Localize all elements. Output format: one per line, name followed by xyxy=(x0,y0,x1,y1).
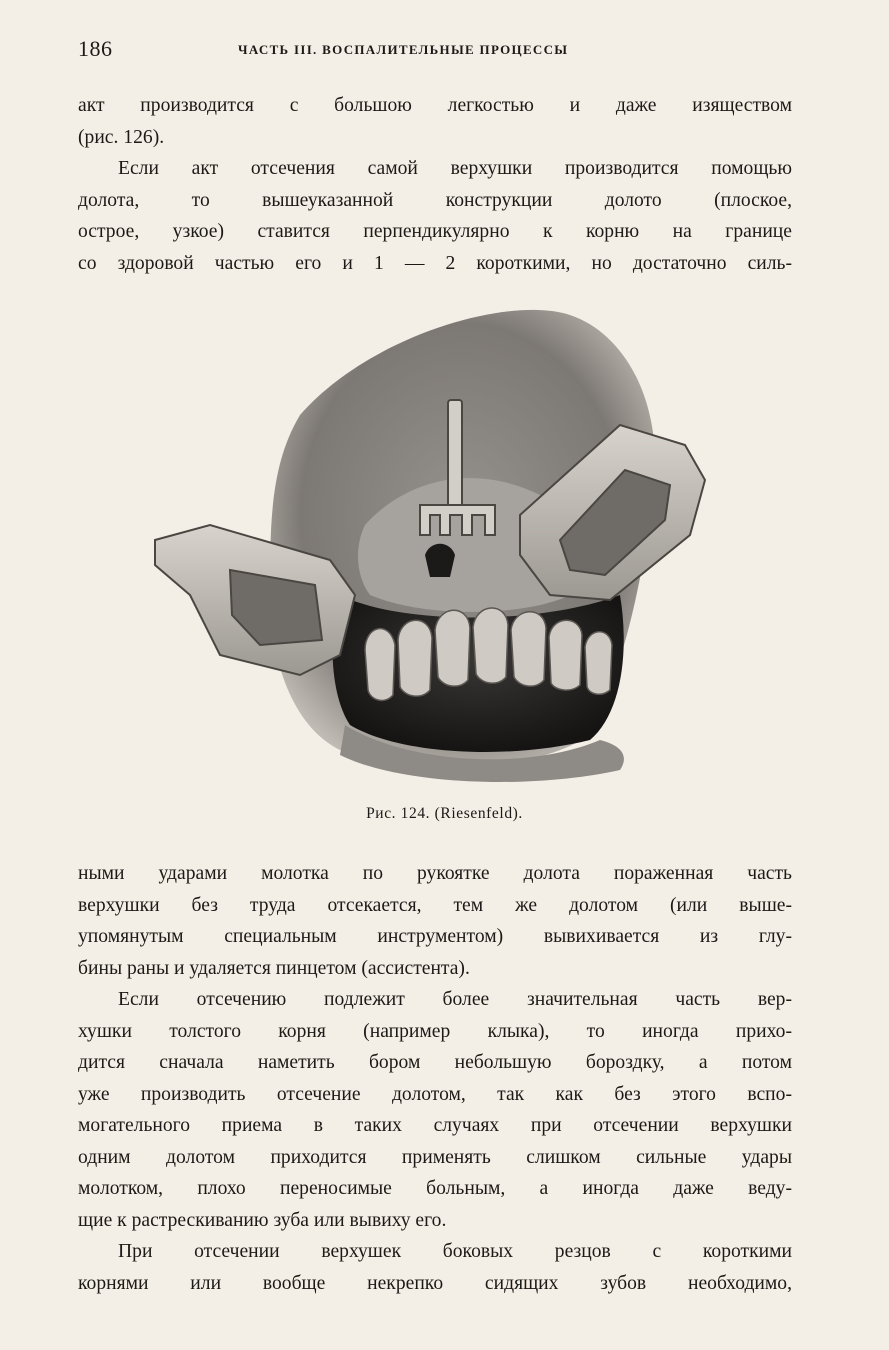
mouth-retractor-illustration xyxy=(150,295,720,785)
text-line: корнями или вообще некрепко сидящих зубов необходимо, xyxy=(78,1272,792,1294)
text-line: уже производить отсечение долотом, так как без этого вспо- xyxy=(78,1083,792,1105)
figure-dental-illustration xyxy=(150,295,720,785)
text-line: долота, то вышеуказанной конструкции долото (плоское, xyxy=(78,189,792,211)
page-header xyxy=(78,36,798,64)
running-head: ЧАСТЬ III. ВОСПАЛИТЕЛЬНЫЕ ПРОЦЕССЫ xyxy=(238,42,569,57)
text-line: со здоровой частью его и 1 — 2 короткими, но достаточно силь- xyxy=(78,252,792,274)
text-line: Если акт отсечения самой верхушки производится помощью xyxy=(118,158,792,179)
text-line: ными ударами молотка по рукоятке долота пораженная часть xyxy=(78,863,792,884)
text-line: верхушки без труда отсекается, тем же долотом (или выше- xyxy=(78,894,792,916)
text-line: щие к растрескиванию зуба или вывиху его. xyxy=(78,1209,447,1231)
text-line: акт производится с большою легкостью и даже изяществом xyxy=(78,95,792,116)
text-line: одним долотом приходится применять слишком сильные удары xyxy=(78,1146,792,1168)
text-line: При отсечении верхушек боковых резцов с короткими xyxy=(118,1241,792,1262)
text-line: упомянутым специальным инструментом) вывихивается из глу- xyxy=(78,926,792,947)
page-number: 186 xyxy=(78,36,113,61)
body-text-bottom xyxy=(78,858,792,1299)
text-line: хушки толстого корня (например клыка), то иногда прихо- xyxy=(78,1020,792,1042)
body-text-top xyxy=(78,90,792,279)
text-line: (рис. 126). xyxy=(78,126,165,148)
figure-caption: Рис. 124. (Riesenfeld). xyxy=(366,805,523,822)
text-line: Если отсечению подлежит более значительная часть вер- xyxy=(118,989,792,1010)
text-line: острое, узкое) ставится перпендикулярно к корню на границе xyxy=(78,221,792,242)
text-line: дится сначала наметить бором небольшую бороздку, а потом xyxy=(78,1052,792,1073)
text-line: бины раны и удаляется пинцетом (ассистента). xyxy=(78,957,470,979)
text-line: могательного приема в таких случаях при отсечении верхушки xyxy=(78,1115,792,1136)
text-line: молотком, плохо переносимые больным, а иногда даже веду- xyxy=(78,1178,792,1199)
